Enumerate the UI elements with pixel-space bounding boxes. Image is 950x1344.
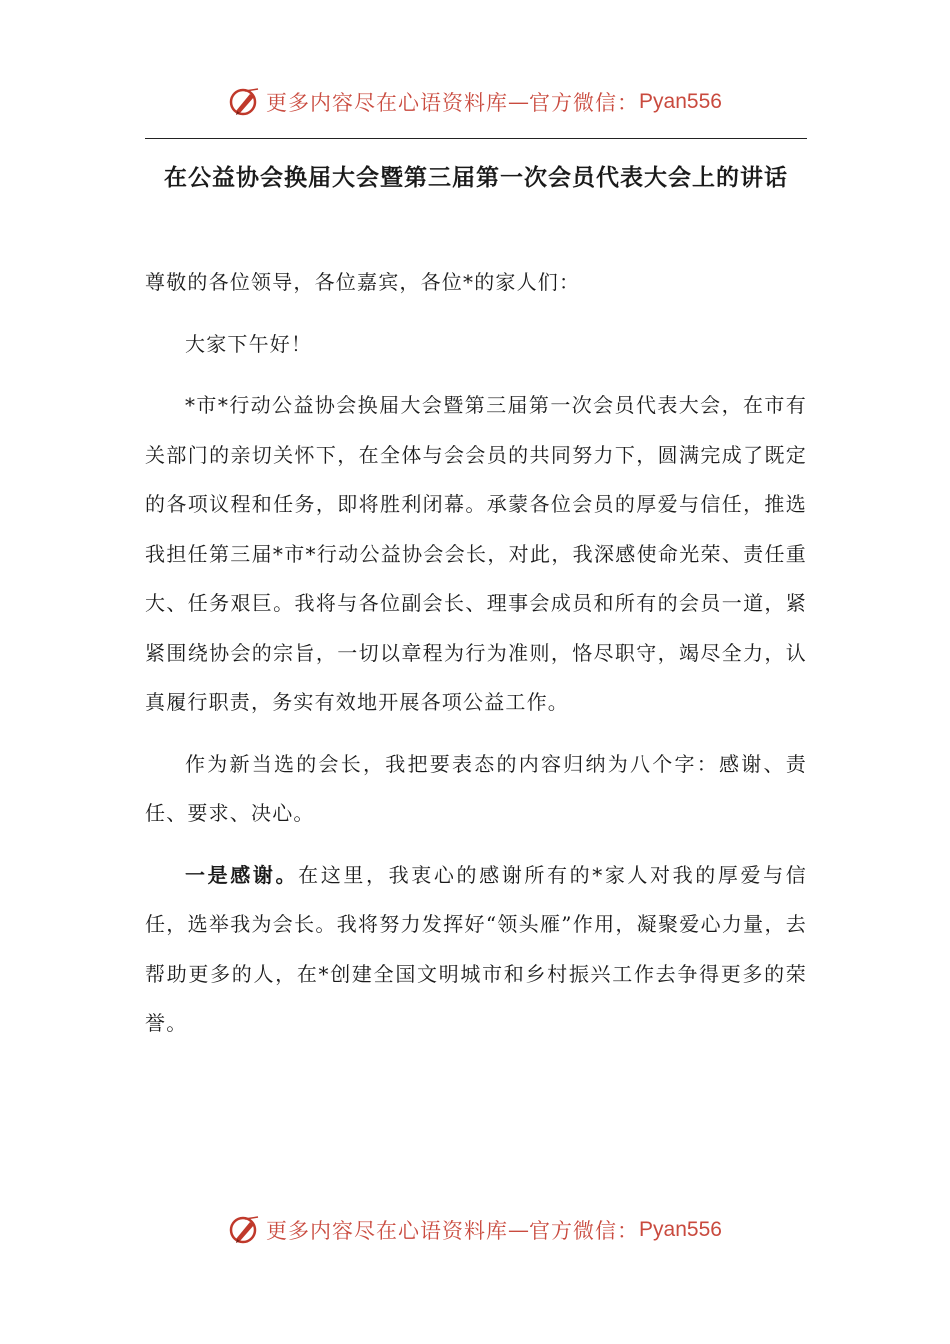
point-1-text: 在这里，我衷心的感谢所有的*家人对我的厚爱与信任，选举我为会长。我将努力发挥好“领头雁”作用，凝聚爱心力量，去帮助更多的人，在*创建全国文明城市和乡村振兴工作去争得更多的荣誉。 (145, 862, 807, 1035)
greeting: 大家下午好！ (185, 331, 313, 356)
pen-logo-icon (228, 1213, 262, 1247)
document-title: 在公益协会换届大会暨第三届第一次会员代表大会上的讲话 (164, 165, 788, 191)
paragraph-2: 作为新当选的会长，我把要表态的内容归纳为八个字：感谢、责任、要求、决心。 (145, 751, 807, 825)
watermark-separator: — (508, 90, 530, 114)
header-divider (145, 138, 807, 139)
watermark-contact-label: 官方微信： (529, 1219, 640, 1243)
watermark-banner-top (0, 82, 950, 122)
watermark-site-text: 更多内容尽在心语资料库 (266, 91, 509, 115)
watermark-contact-id: Pyan556 (639, 1218, 722, 1241)
document-body (145, 258, 807, 1061)
watermark-site-text: 更多内容尽在心语资料库 (266, 1219, 509, 1243)
point-1-heading: 一是感谢。 (185, 862, 299, 887)
paragraph-point-1 (145, 851, 807, 1049)
watermark-contact-label: 官方微信： (529, 91, 640, 115)
watermark-separator: — (508, 1218, 530, 1242)
paragraph-1: *市*行动公益协会换届大会暨第三届第一次会员代表大会，在市有关部门的亲切关怀下，在全体与会会员的共同努力下，圆满完成了既定的各项议程和任务，即将胜利闭幕。承蒙各位会员的厚爱与信任，推选我担任第三届*市*行动公益协会会长，对此，我深感使命光荣、责任重大、任务艰巨。我将与各位副会长、理事会成员和所有的会员一道，紧紧围绕协会的宗旨，一切以章程为行为准则，恪尽职守，竭尽全力，认真履行职责，务实有效地开展各项公益工作。 (145, 393, 807, 714)
watermark-contact-id: Pyan556 (639, 90, 722, 113)
watermark-banner-bottom (0, 1210, 950, 1250)
salutation: 尊敬的各位领导，各位嘉宾，各位*的家人们： (145, 270, 581, 294)
pen-logo-icon (228, 85, 262, 119)
